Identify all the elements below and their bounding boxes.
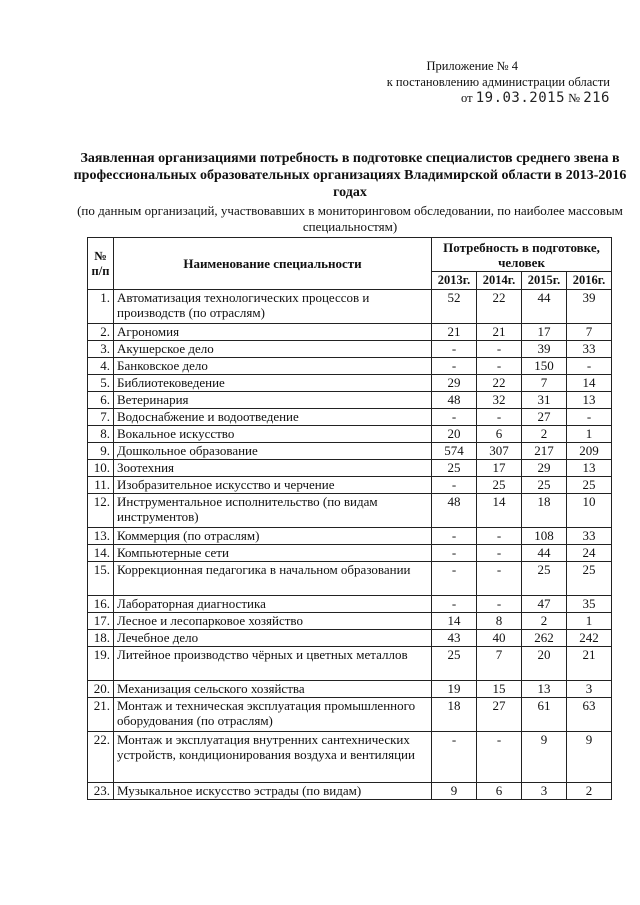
specialty-name: Библиотековедение xyxy=(114,375,432,392)
specialty-name: Монтаж и эксплуатация внутренних сантехнических устройств, кондиционирования воздуха и вентиляции xyxy=(114,732,432,783)
demand-value: 9 xyxy=(567,732,612,783)
demand-value: 33 xyxy=(567,528,612,545)
specialty-name: Акушерское дело xyxy=(114,341,432,358)
demand-value: 242 xyxy=(567,630,612,647)
demand-value: 150 xyxy=(522,358,567,375)
document-title: Заявленная организациями потребность в подготовке специалистов среднего звена в профессиональных образовательных организациях Владимирской области в 2013-2016 годах xyxy=(73,151,627,200)
number-sign: № xyxy=(568,91,581,105)
row-number: 6. xyxy=(88,392,114,409)
demand-value: 15 xyxy=(477,681,522,698)
table-row xyxy=(88,681,612,698)
demand-value: 13 xyxy=(522,681,567,698)
demand-value: 6 xyxy=(477,426,522,443)
table-row xyxy=(88,477,612,494)
demand-value: - xyxy=(477,341,522,358)
demand-value: 52 xyxy=(432,290,477,324)
demand-value: 31 xyxy=(522,392,567,409)
demand-value: 24 xyxy=(567,545,612,562)
row-number: 3. xyxy=(88,341,114,358)
row-number: 16. xyxy=(88,596,114,613)
resolution-number: 216 xyxy=(583,90,610,106)
specialty-name: Лечебное дело xyxy=(114,630,432,647)
demand-value: - xyxy=(477,562,522,596)
demand-value: 9 xyxy=(432,783,477,800)
demand-value: 3 xyxy=(567,681,612,698)
document-subtitle: (по данным организаций, участвовавших в мониторинговом обследовании, по наиболее массовым специальностям) xyxy=(77,203,623,234)
row-number: 15. xyxy=(88,562,114,596)
demand-value: 33 xyxy=(567,341,612,358)
row-number: 22. xyxy=(88,732,114,783)
demand-value: 17 xyxy=(522,324,567,341)
demand-value: - xyxy=(432,545,477,562)
specialty-name: Зоотехния xyxy=(114,460,432,477)
demand-value: 13 xyxy=(567,392,612,409)
resolution-date: 19.03.2015 xyxy=(475,90,566,106)
demand-value: - xyxy=(432,341,477,358)
demand-value: 262 xyxy=(522,630,567,647)
demand-value: 25 xyxy=(432,460,477,477)
demand-value: 20 xyxy=(432,426,477,443)
specialty-name: Банковское дело xyxy=(114,358,432,375)
demand-value: - xyxy=(432,596,477,613)
table-row xyxy=(88,460,612,477)
table-row xyxy=(88,375,612,392)
table-row xyxy=(88,596,612,613)
demand-value: 39 xyxy=(567,290,612,324)
demand-value: 13 xyxy=(567,460,612,477)
specialty-name: Коммерция (по отраслям) xyxy=(114,528,432,545)
table-row xyxy=(88,732,612,783)
demand-value: 3 xyxy=(522,783,567,800)
table-row xyxy=(88,545,612,562)
annex-header xyxy=(387,58,610,106)
column-header-number: № п/п xyxy=(88,238,114,290)
demand-value: 18 xyxy=(432,698,477,732)
table-row xyxy=(88,494,612,528)
demand-value: 17 xyxy=(477,460,522,477)
row-number: 19. xyxy=(88,647,114,681)
specialty-name: Ветеринария xyxy=(114,392,432,409)
demand-value: 22 xyxy=(477,375,522,392)
column-header-year: 2014г. xyxy=(477,272,522,290)
specialty-name: Монтаж и техническая эксплуатация промышленного оборудования (по отраслям) xyxy=(114,698,432,732)
row-number: 8. xyxy=(88,426,114,443)
table-row xyxy=(88,392,612,409)
demand-value: 574 xyxy=(432,443,477,460)
demand-value: 209 xyxy=(567,443,612,460)
demand-value: 25 xyxy=(522,562,567,596)
header-row xyxy=(88,238,612,272)
demand-value: 21 xyxy=(432,324,477,341)
table-row xyxy=(88,783,612,800)
demand-value: 43 xyxy=(432,630,477,647)
demand-value: 47 xyxy=(522,596,567,613)
specialty-name: Лесное и лесопарковое хозяйство xyxy=(114,613,432,630)
specialty-name: Литейное производство чёрных и цветных металлов xyxy=(114,647,432,681)
column-header-year: 2016г. xyxy=(567,272,612,290)
demand-value: 2 xyxy=(567,783,612,800)
specialists-demand-table xyxy=(87,237,612,800)
table-row xyxy=(88,358,612,375)
specialty-name: Автоматизация технологических процессов и производств (по отраслям) xyxy=(114,290,432,324)
table-row xyxy=(88,409,612,426)
table-row xyxy=(88,647,612,681)
demand-value: 63 xyxy=(567,698,612,732)
demand-value: - xyxy=(477,358,522,375)
table-row xyxy=(88,324,612,341)
demand-value: 21 xyxy=(477,324,522,341)
demand-value: 14 xyxy=(477,494,522,528)
annex-number: Приложение № 4 xyxy=(426,59,518,73)
demand-value: - xyxy=(477,596,522,613)
demand-value: 14 xyxy=(432,613,477,630)
demand-value: 6 xyxy=(477,783,522,800)
demand-value: 25 xyxy=(477,477,522,494)
demand-value: 25 xyxy=(522,477,567,494)
demand-value: 27 xyxy=(522,409,567,426)
demand-value: 25 xyxy=(567,562,612,596)
demand-value: 2 xyxy=(522,426,567,443)
demand-value: - xyxy=(477,545,522,562)
row-number: 20. xyxy=(88,681,114,698)
specialty-name: Вокальное искусство xyxy=(114,426,432,443)
demand-value: 48 xyxy=(432,494,477,528)
specialty-name: Механизация сельского хозяйства xyxy=(114,681,432,698)
table-body xyxy=(88,290,612,800)
demand-value: - xyxy=(477,732,522,783)
demand-value: 7 xyxy=(477,647,522,681)
table-row xyxy=(88,443,612,460)
row-number: 10. xyxy=(88,460,114,477)
specialty-name: Музыкальное искусство эстрады (по видам) xyxy=(114,783,432,800)
specialty-name: Коррекционная педагогика в начальном образовании xyxy=(114,562,432,596)
specialty-name: Инструментальное исполнительство (по видам инструментов) xyxy=(114,494,432,528)
row-number: 4. xyxy=(88,358,114,375)
demand-value: - xyxy=(432,409,477,426)
demand-value: 9 xyxy=(522,732,567,783)
specialty-name: Дошкольное образование xyxy=(114,443,432,460)
row-number: 13. xyxy=(88,528,114,545)
annex-reference: к постановлению администрации области xyxy=(386,75,610,89)
specialty-name: Агрономия xyxy=(114,324,432,341)
row-number: 9. xyxy=(88,443,114,460)
demand-value: 19 xyxy=(432,681,477,698)
demand-value: 8 xyxy=(477,613,522,630)
demand-value: 217 xyxy=(522,443,567,460)
demand-value: 1 xyxy=(567,426,612,443)
demand-value: - xyxy=(567,409,612,426)
column-header-demand: Потребность в подготовке, человек xyxy=(432,238,612,272)
demand-value: 18 xyxy=(522,494,567,528)
demand-value: - xyxy=(432,358,477,375)
column-header-year: 2013г. xyxy=(432,272,477,290)
demand-value: 27 xyxy=(477,698,522,732)
demand-value: - xyxy=(432,477,477,494)
row-number: 2. xyxy=(88,324,114,341)
row-number: 21. xyxy=(88,698,114,732)
demand-value: - xyxy=(432,528,477,545)
demand-value: 25 xyxy=(567,477,612,494)
demand-value: 48 xyxy=(432,392,477,409)
row-number: 17. xyxy=(88,613,114,630)
demand-value: 44 xyxy=(522,290,567,324)
row-number: 14. xyxy=(88,545,114,562)
demand-value: - xyxy=(477,528,522,545)
demand-value: 14 xyxy=(567,375,612,392)
demand-value: - xyxy=(432,732,477,783)
demand-value: 44 xyxy=(522,545,567,562)
row-number: 1. xyxy=(88,290,114,324)
demand-value: 39 xyxy=(522,341,567,358)
demand-value: 22 xyxy=(477,290,522,324)
table-row xyxy=(88,290,612,324)
table-row xyxy=(88,630,612,647)
row-number: 23. xyxy=(88,783,114,800)
demand-value: 40 xyxy=(477,630,522,647)
specialty-name: Изобразительное искусство и черчение xyxy=(114,477,432,494)
demand-value: 25 xyxy=(432,647,477,681)
demand-value: 32 xyxy=(477,392,522,409)
demand-value: 35 xyxy=(567,596,612,613)
demand-value: 10 xyxy=(567,494,612,528)
demand-value: 7 xyxy=(522,375,567,392)
table-row xyxy=(88,698,612,732)
specialty-name: Лабораторная диагностика xyxy=(114,596,432,613)
demand-value: 61 xyxy=(522,698,567,732)
table-row xyxy=(88,341,612,358)
annex-date-line xyxy=(387,90,610,106)
row-number: 18. xyxy=(88,630,114,647)
demand-value: 108 xyxy=(522,528,567,545)
demand-value: - xyxy=(477,409,522,426)
table-row xyxy=(88,426,612,443)
demand-value: - xyxy=(432,562,477,596)
specialty-name: Компьютерные сети xyxy=(114,545,432,562)
row-number: 7. xyxy=(88,409,114,426)
demand-value: 20 xyxy=(522,647,567,681)
date-prefix: от xyxy=(461,91,473,105)
table-row xyxy=(88,562,612,596)
table-row xyxy=(88,613,612,630)
row-number: 11. xyxy=(88,477,114,494)
demand-value: 29 xyxy=(432,375,477,392)
column-header-year: 2015г. xyxy=(522,272,567,290)
demand-value: 21 xyxy=(567,647,612,681)
specialty-name: Водоснабжение и водоотведение xyxy=(114,409,432,426)
column-header-specialty: Наименование специальности xyxy=(114,238,432,290)
row-number: 5. xyxy=(88,375,114,392)
demand-value: 1 xyxy=(567,613,612,630)
demand-value: 29 xyxy=(522,460,567,477)
demand-value: 7 xyxy=(567,324,612,341)
demand-value: 2 xyxy=(522,613,567,630)
table-row xyxy=(88,528,612,545)
demand-value: - xyxy=(567,358,612,375)
row-number: 12. xyxy=(88,494,114,528)
demand-value: 307 xyxy=(477,443,522,460)
